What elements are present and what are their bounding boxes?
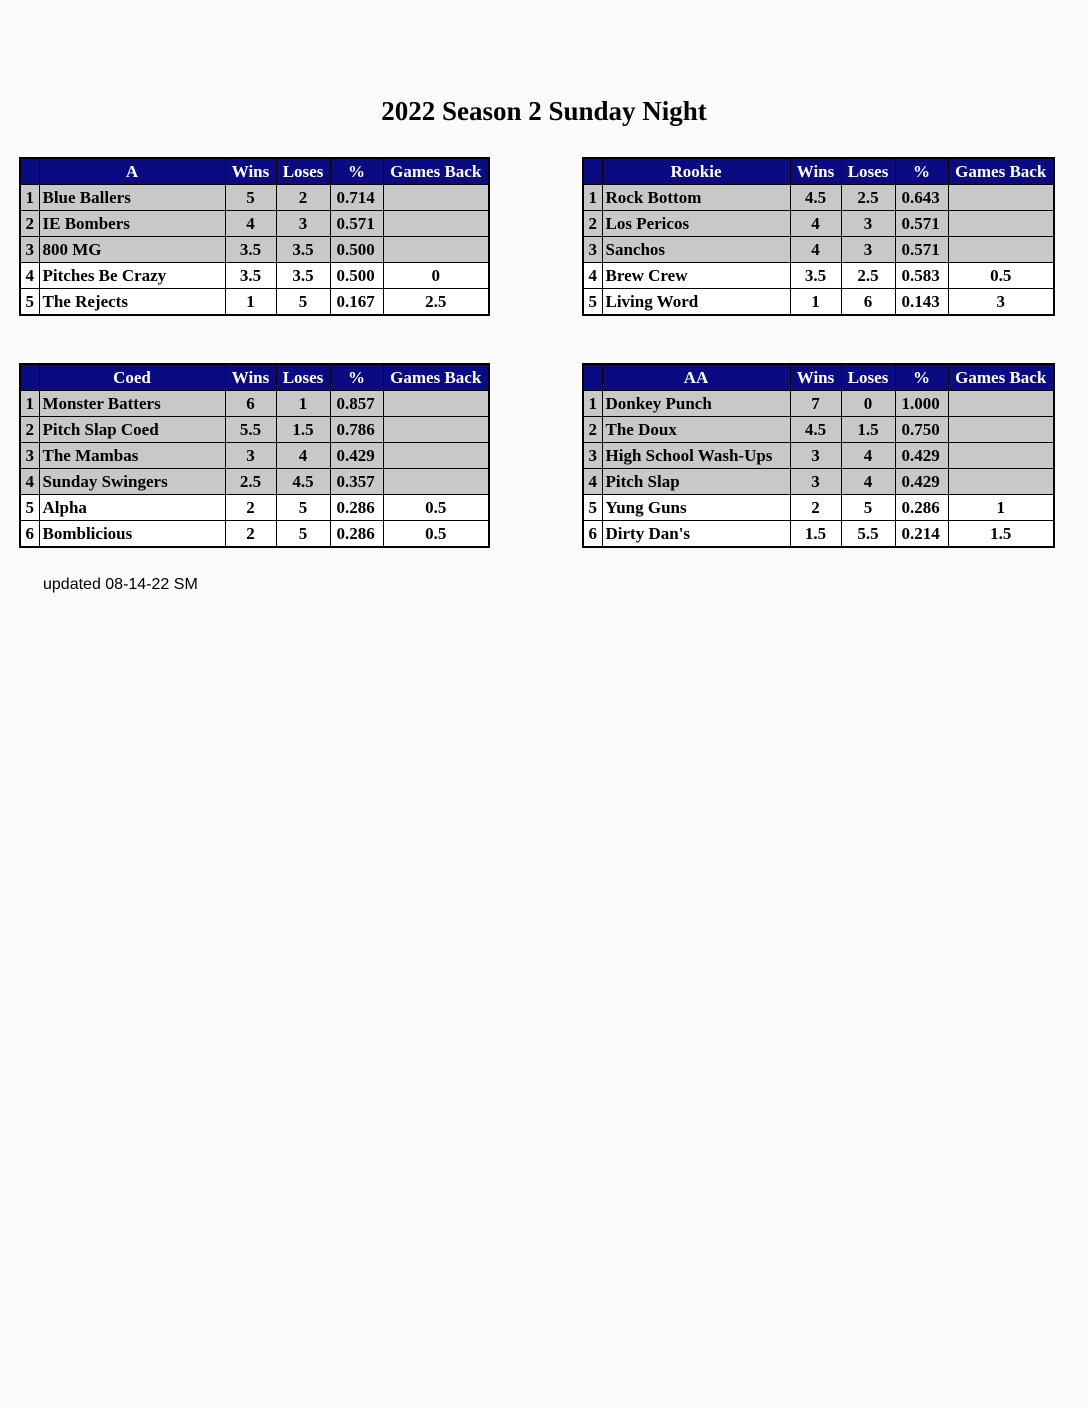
games-back-cell <box>383 185 489 211</box>
games-back-cell <box>383 443 489 469</box>
rank-cell: 5 <box>583 495 602 521</box>
table-row <box>583 417 1054 443</box>
wins-cell: 3.5 <box>790 263 841 289</box>
team-cell: The Doux <box>602 417 790 443</box>
rank-cell: 5 <box>20 289 39 316</box>
table-header-row <box>20 364 489 391</box>
wins-cell: 5 <box>225 185 276 211</box>
games-back-header: Games Back <box>948 158 1054 185</box>
loses-cell: 5 <box>276 521 330 548</box>
team-cell: Sanchos <box>602 237 790 263</box>
team-cell: Sunday Swingers <box>39 469 225 495</box>
pct-cell: 0.357 <box>330 469 383 495</box>
rank-header <box>20 158 39 185</box>
team-cell: The Mambas <box>39 443 225 469</box>
wins-cell: 2 <box>225 495 276 521</box>
games-back-cell: 1.5 <box>948 521 1054 548</box>
table-row <box>20 495 489 521</box>
division-name: Coed <box>39 364 225 391</box>
loses-cell: 4 <box>276 443 330 469</box>
table-row <box>20 443 489 469</box>
rank-cell: 5 <box>20 495 39 521</box>
games-back-header: Games Back <box>948 364 1054 391</box>
games-back-cell <box>383 391 489 417</box>
pct-cell: 0.857 <box>330 391 383 417</box>
loses-header: Loses <box>841 158 895 185</box>
team-cell: Donkey Punch <box>602 391 790 417</box>
team-cell: High School Wash-Ups <box>602 443 790 469</box>
games-back-header: Games Back <box>383 364 489 391</box>
table-row <box>20 211 489 237</box>
standings-table-a <box>19 157 490 316</box>
rank-header <box>583 158 602 185</box>
games-back-cell <box>948 237 1054 263</box>
rank-cell: 2 <box>20 417 39 443</box>
table-row <box>583 289 1054 316</box>
table-header-row <box>583 364 1054 391</box>
loses-cell: 1 <box>276 391 330 417</box>
table-row <box>20 417 489 443</box>
pct-cell: 0.500 <box>330 263 383 289</box>
division-name: Rookie <box>602 158 790 185</box>
table-row <box>583 521 1054 548</box>
table-row <box>583 443 1054 469</box>
wins-cell: 3 <box>790 469 841 495</box>
games-back-cell <box>948 391 1054 417</box>
wins-cell: 3 <box>790 443 841 469</box>
loses-cell: 3 <box>841 237 895 263</box>
rank-cell: 4 <box>20 263 39 289</box>
games-back-cell: 0.5 <box>948 263 1054 289</box>
table-row <box>20 237 489 263</box>
wins-cell: 2 <box>790 495 841 521</box>
rank-cell: 6 <box>583 521 602 548</box>
loses-cell: 3.5 <box>276 237 330 263</box>
table-row <box>20 469 489 495</box>
pct-cell: 0.500 <box>330 237 383 263</box>
pct-cell: 0.429 <box>330 443 383 469</box>
wins-cell: 6 <box>225 391 276 417</box>
rank-cell: 2 <box>583 417 602 443</box>
team-cell: Monster Batters <box>39 391 225 417</box>
table-row <box>20 185 489 211</box>
loses-cell: 3 <box>276 211 330 237</box>
games-back-header: Games Back <box>383 158 489 185</box>
standings-table-rookie <box>582 157 1055 316</box>
table-header-row <box>583 158 1054 185</box>
team-cell: The Rejects <box>39 289 225 316</box>
team-cell: Blue Ballers <box>39 185 225 211</box>
rank-cell: 2 <box>583 211 602 237</box>
pct-cell: 0.429 <box>895 469 948 495</box>
team-cell: IE Bombers <box>39 211 225 237</box>
loses-cell: 5 <box>276 289 330 316</box>
rank-cell: 1 <box>20 391 39 417</box>
games-back-cell <box>948 211 1054 237</box>
standings-table-coed <box>19 363 490 548</box>
wins-cell: 3.5 <box>225 237 276 263</box>
wins-cell: 2 <box>225 521 276 548</box>
loses-cell: 2.5 <box>841 263 895 289</box>
loses-cell: 4 <box>841 469 895 495</box>
rank-cell: 3 <box>20 237 39 263</box>
rank-cell: 1 <box>583 391 602 417</box>
loses-cell: 1.5 <box>276 417 330 443</box>
standings-table-aa <box>582 363 1055 548</box>
games-back-cell <box>383 237 489 263</box>
pct-cell: 0.571 <box>895 211 948 237</box>
division-name: A <box>39 158 225 185</box>
wins-cell: 2.5 <box>225 469 276 495</box>
page-title: 2022 Season 2 Sunday Night <box>381 96 707 126</box>
pct-cell: 0.786 <box>330 417 383 443</box>
loses-header: Loses <box>276 158 330 185</box>
games-back-cell <box>383 417 489 443</box>
pct-cell: 0.143 <box>895 289 948 316</box>
team-cell: Los Pericos <box>602 211 790 237</box>
loses-cell: 4 <box>841 443 895 469</box>
wins-cell: 5.5 <box>225 417 276 443</box>
loses-cell: 6 <box>841 289 895 316</box>
team-cell: Yung Guns <box>602 495 790 521</box>
rank-cell: 3 <box>583 237 602 263</box>
loses-cell: 5.5 <box>841 521 895 548</box>
table-row <box>583 391 1054 417</box>
table-row <box>583 263 1054 289</box>
updated-note: updated 08-14-22 SM <box>43 576 198 593</box>
rank-cell: 4 <box>20 469 39 495</box>
wins-cell: 4 <box>790 237 841 263</box>
pct-cell: 0.750 <box>895 417 948 443</box>
wins-header: Wins <box>790 158 841 185</box>
team-cell: Brew Crew <box>602 263 790 289</box>
wins-cell: 1 <box>790 289 841 316</box>
pct-header: % <box>895 364 948 391</box>
division-name: AA <box>602 364 790 391</box>
loses-cell: 2 <box>276 185 330 211</box>
loses-cell: 4.5 <box>276 469 330 495</box>
loses-cell: 5 <box>276 495 330 521</box>
loses-cell: 5 <box>841 495 895 521</box>
team-cell: 800 MG <box>39 237 225 263</box>
pct-cell: 1.000 <box>895 391 948 417</box>
rank-cell: 3 <box>583 443 602 469</box>
wins-header: Wins <box>225 364 276 391</box>
games-back-cell: 1 <box>948 495 1054 521</box>
team-cell: Pitch Slap <box>602 469 790 495</box>
loses-header: Loses <box>841 364 895 391</box>
wins-cell: 1 <box>225 289 276 316</box>
games-back-cell <box>383 211 489 237</box>
pct-cell: 0.583 <box>895 263 948 289</box>
pct-cell: 0.286 <box>895 495 948 521</box>
team-cell: Bomblicious <box>39 521 225 548</box>
pct-cell: 0.429 <box>895 443 948 469</box>
table-row <box>20 289 489 316</box>
rank-header <box>583 364 602 391</box>
wins-cell: 3.5 <box>225 263 276 289</box>
loses-cell: 0 <box>841 391 895 417</box>
pct-cell: 0.214 <box>895 521 948 548</box>
games-back-cell <box>383 469 489 495</box>
games-back-cell <box>948 443 1054 469</box>
table-row <box>20 521 489 548</box>
rank-cell: 2 <box>20 211 39 237</box>
pct-header: % <box>330 364 383 391</box>
wins-cell: 7 <box>790 391 841 417</box>
wins-header: Wins <box>225 158 276 185</box>
pct-cell: 0.286 <box>330 521 383 548</box>
team-cell: Pitch Slap Coed <box>39 417 225 443</box>
loses-cell: 1.5 <box>841 417 895 443</box>
pct-cell: 0.714 <box>330 185 383 211</box>
rank-cell: 1 <box>20 185 39 211</box>
wins-cell: 3 <box>225 443 276 469</box>
table-row <box>583 469 1054 495</box>
rank-cell: 1 <box>583 185 602 211</box>
pct-cell: 0.571 <box>330 211 383 237</box>
team-cell: Alpha <box>39 495 225 521</box>
games-back-cell: 0.5 <box>383 495 489 521</box>
table-row <box>20 391 489 417</box>
loses-cell: 2.5 <box>841 185 895 211</box>
table-row <box>583 237 1054 263</box>
table-row <box>583 211 1054 237</box>
pct-cell: 0.643 <box>895 185 948 211</box>
wins-cell: 1.5 <box>790 521 841 548</box>
pct-header: % <box>895 158 948 185</box>
loses-header: Loses <box>276 364 330 391</box>
loses-cell: 3.5 <box>276 263 330 289</box>
games-back-cell: 0 <box>383 263 489 289</box>
pct-cell: 0.571 <box>895 237 948 263</box>
rank-header <box>20 364 39 391</box>
games-back-cell: 0.5 <box>383 521 489 548</box>
rank-cell: 4 <box>583 263 602 289</box>
wins-cell: 4 <box>790 211 841 237</box>
table-row <box>20 263 489 289</box>
rank-cell: 4 <box>583 469 602 495</box>
wins-cell: 4 <box>225 211 276 237</box>
team-cell: Rock Bottom <box>602 185 790 211</box>
games-back-cell: 2.5 <box>383 289 489 316</box>
team-cell: Pitches Be Crazy <box>39 263 225 289</box>
team-cell: Living Word <box>602 289 790 316</box>
rank-cell: 5 <box>583 289 602 316</box>
games-back-cell <box>948 469 1054 495</box>
wins-header: Wins <box>790 364 841 391</box>
table-row <box>583 185 1054 211</box>
games-back-cell: 3 <box>948 289 1054 316</box>
pct-cell: 0.286 <box>330 495 383 521</box>
pct-header: % <box>330 158 383 185</box>
wins-cell: 4.5 <box>790 417 841 443</box>
table-row <box>583 495 1054 521</box>
pct-cell: 0.167 <box>330 289 383 316</box>
table-header-row <box>20 158 489 185</box>
wins-cell: 4.5 <box>790 185 841 211</box>
rank-cell: 3 <box>20 443 39 469</box>
games-back-cell <box>948 185 1054 211</box>
rank-cell: 6 <box>20 521 39 548</box>
team-cell: Dirty Dan's <box>602 521 790 548</box>
games-back-cell <box>948 417 1054 443</box>
loses-cell: 3 <box>841 211 895 237</box>
